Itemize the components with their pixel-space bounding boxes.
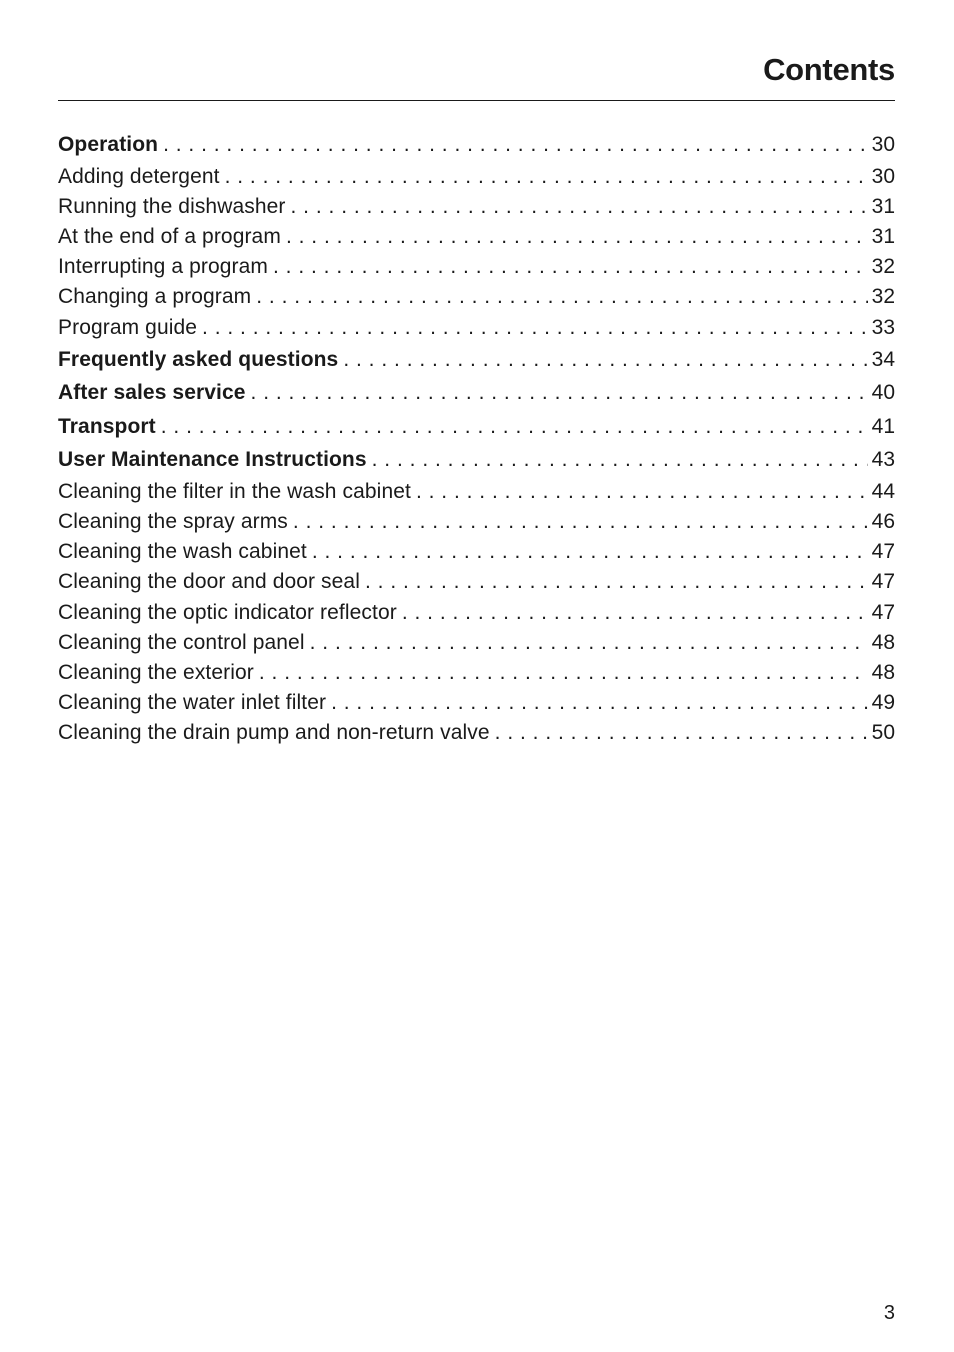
dot-leader (365, 567, 868, 597)
dot-leader (495, 718, 868, 748)
dot-leader (251, 376, 868, 410)
toc-entry-page: 48 (871, 630, 895, 654)
dot-leader (372, 443, 868, 477)
toc-entry-label: At the end of a program (58, 224, 281, 248)
dot-leader (273, 252, 868, 282)
toc-entry-page: 30 (871, 164, 895, 188)
dot-leader (312, 537, 868, 567)
toc-entry-label: Changing a program (58, 285, 252, 309)
toc-entry-page: 33 (871, 315, 895, 339)
toc-entry-page: 43 (871, 448, 895, 472)
toc-entry-label: After sales service (58, 381, 246, 405)
dot-leader (310, 628, 868, 658)
toc-section-entry[interactable] (58, 343, 895, 377)
toc-entry-label: Cleaning the filter in the wash cabinet (58, 479, 411, 503)
toc-entry-page: 41 (871, 414, 895, 438)
toc-entry-label: Running the dishwasher (58, 194, 286, 218)
title-divider (58, 100, 895, 101)
toc-subsection-entry[interactable] (58, 507, 895, 537)
toc-entry-label: Cleaning the water inlet filter (58, 691, 327, 715)
toc-entry-label: Adding detergent (58, 164, 220, 188)
toc-entry-label: Cleaning the drain pump and non-return valve (58, 721, 490, 745)
toc-section-entry[interactable] (58, 128, 895, 162)
toc-entry-page: 49 (871, 691, 895, 715)
toc-entry-page: 47 (871, 570, 895, 594)
toc-entry-page: 32 (871, 255, 895, 279)
toc-subsection-entry[interactable] (58, 567, 895, 597)
dot-leader (256, 282, 867, 312)
toc-subsection-entry[interactable] (58, 537, 895, 567)
toc-entry-label: Cleaning the exterior (58, 660, 254, 684)
page-number: 3 (883, 1302, 895, 1324)
toc-entry-label: Cleaning the door and door seal (58, 570, 360, 594)
dot-leader (163, 128, 868, 162)
toc-entry-label: User Maintenance Instructions (58, 448, 367, 472)
toc-entry-page: 40 (871, 381, 895, 405)
toc-entry-label: Cleaning the spray arms (58, 509, 288, 533)
toc-entry-page: 46 (871, 509, 895, 533)
toc-subsection-entry[interactable] (58, 658, 895, 688)
dot-leader (225, 162, 868, 192)
toc-subsection-entry[interactable] (58, 282, 895, 312)
toc-subsection-entry[interactable] (58, 477, 895, 507)
toc-entry-label: Cleaning the wash cabinet (58, 540, 307, 564)
toc-entry-label: Transport (58, 414, 156, 438)
toc-entry-label: Frequently asked questions (58, 347, 339, 371)
toc-section-entry[interactable] (58, 410, 895, 444)
toc-entry-page: 31 (871, 194, 895, 218)
toc-entry-page: 50 (871, 721, 895, 745)
toc-section-entry[interactable] (58, 376, 895, 410)
toc-entry-label: Cleaning the optic indicator reflector (58, 600, 397, 624)
toc-subsection-entry[interactable] (58, 628, 895, 658)
toc-entry-page: 47 (871, 540, 895, 564)
toc-entry-label: Cleaning the control panel (58, 630, 305, 654)
table-of-contents (58, 128, 895, 749)
toc-subsection-entry[interactable] (58, 688, 895, 718)
toc-section-entry[interactable] (58, 443, 895, 477)
toc-subsection-entry[interactable] (58, 718, 895, 748)
toc-subsection-entry[interactable] (58, 192, 895, 222)
toc-entry-page: 44 (871, 479, 895, 503)
toc-entry-page: 34 (871, 347, 895, 371)
dot-leader (416, 477, 868, 507)
dot-leader (161, 410, 868, 444)
toc-subsection-entry[interactable] (58, 162, 895, 192)
toc-entry-page: 47 (871, 600, 895, 624)
dot-leader (286, 222, 868, 252)
dot-leader (402, 598, 868, 628)
toc-entry-label: Interrupting a program (58, 255, 268, 279)
dot-leader (291, 192, 868, 222)
dot-leader (343, 343, 867, 377)
dot-leader (331, 688, 868, 718)
toc-entry-page: 32 (871, 285, 895, 309)
dot-leader (293, 507, 868, 537)
toc-subsection-entry[interactable] (58, 222, 895, 252)
toc-entry-page: 48 (871, 660, 895, 684)
toc-entry-label: Program guide (58, 315, 198, 339)
page-title: Contents (763, 52, 895, 87)
toc-subsection-entry[interactable] (58, 598, 895, 628)
dot-leader (202, 313, 868, 343)
toc-entry-label: Operation (58, 133, 159, 156)
dot-leader (259, 658, 868, 688)
toc-subsection-entry[interactable] (58, 252, 895, 282)
toc-entry-page: 30 (871, 133, 895, 156)
toc-subsection-entry[interactable] (58, 313, 895, 343)
toc-entry-page: 31 (871, 224, 895, 248)
